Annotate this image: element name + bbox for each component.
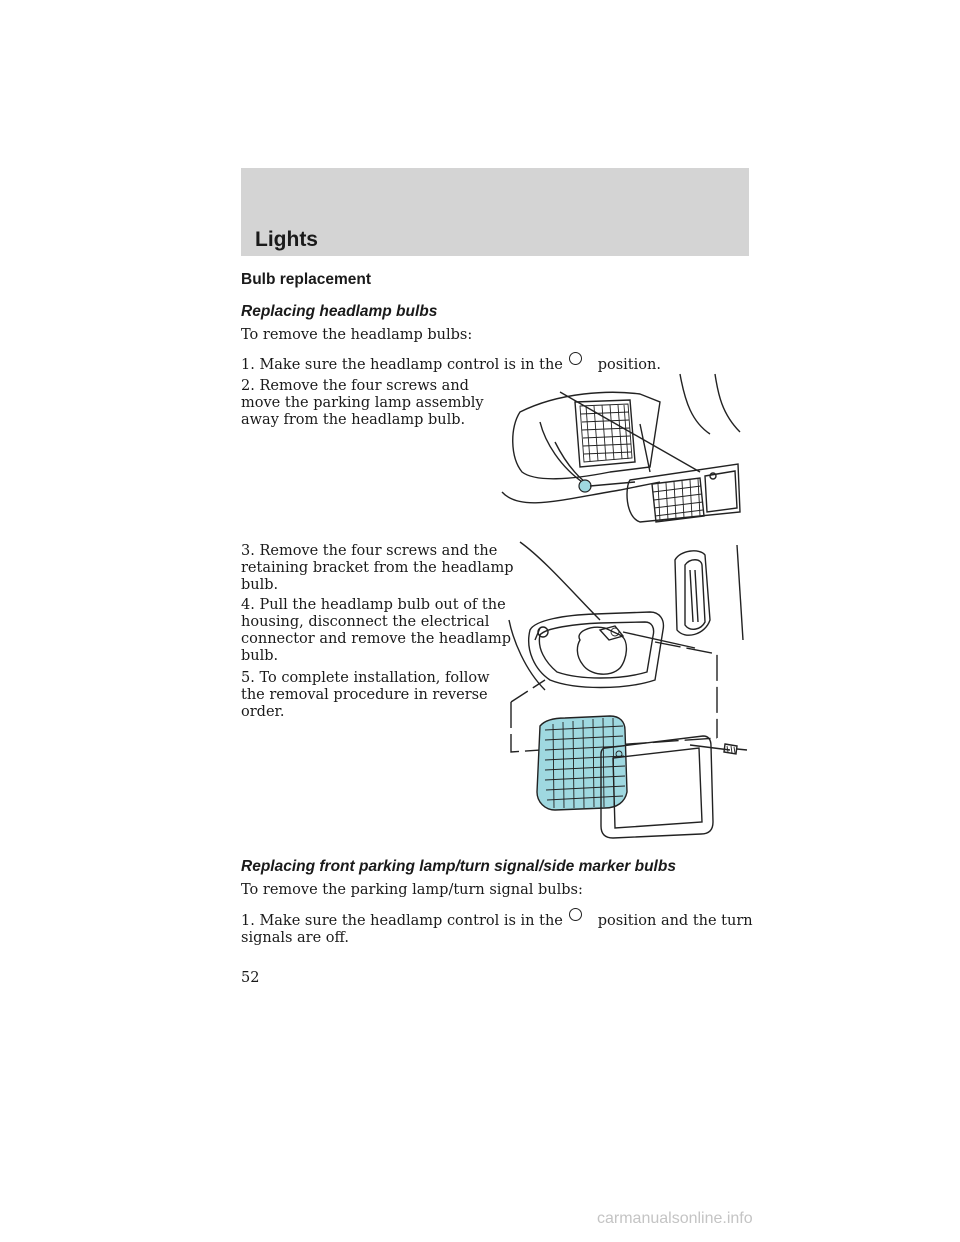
- step-3-line: retaining bracket from the headlamp: [241, 560, 514, 576]
- parking-step-1-text-after: position and the turn: [597, 913, 753, 929]
- parking-lamp-removal-illustration: [500, 372, 752, 530]
- step-4-line: housing, disconnect the electrical: [241, 614, 490, 630]
- page-number: 52: [241, 970, 260, 986]
- bulb-socket-highlight: [579, 480, 591, 492]
- step-1: [241, 352, 661, 374]
- headlamp-off-icon: [569, 352, 582, 365]
- section-title: Lights: [255, 228, 318, 251]
- step-3-line: 3. Remove the four screws and the: [241, 543, 498, 559]
- step-5-line: 5. To complete installation, follow: [241, 670, 490, 686]
- step-1-text-before: 1. Make sure the headlamp control is in the: [241, 357, 563, 373]
- step-5-line: order.: [241, 704, 285, 720]
- parking-step-1-text-before: 1. Make sure the headlamp control is in the: [241, 913, 563, 929]
- step-3: [241, 543, 514, 594]
- step-5-line: the removal procedure in reverse: [241, 687, 488, 703]
- intro-headlamp: To remove the headlamp bulbs:: [241, 327, 473, 343]
- headlamp-bulb-removal-illustration: [505, 540, 757, 840]
- subheading-headlamp: Replacing headlamp bulbs: [241, 303, 438, 320]
- step-2-line: move the parking lamp assembly: [241, 395, 484, 411]
- headlamp-lens-grid: [580, 404, 632, 462]
- heading-bulb-replacement: Bulb replacement: [241, 271, 372, 288]
- parking-lamp-lens-grid: [653, 479, 703, 521]
- parking-step-1: [241, 908, 753, 930]
- headlamp-off-icon: [569, 908, 582, 921]
- step-4: [241, 597, 511, 665]
- step-1-text-after: position.: [597, 357, 661, 373]
- subheading-parking-lamp: Replacing front parking lamp/turn signal/side marker bulbs: [241, 858, 676, 875]
- step-4-line: connector and remove the headlamp: [241, 631, 512, 647]
- step-2-line: 2. Remove the four screws and: [241, 378, 469, 394]
- parking-step-1-line-2: signals are off.: [241, 930, 349, 946]
- step-2: [241, 378, 484, 429]
- intro-parking-lamp: To remove the parking lamp/turn signal bulbs:: [241, 882, 583, 898]
- step-4-line: bulb.: [241, 648, 279, 664]
- step-3-line: bulb.: [241, 577, 279, 593]
- step-5: [241, 670, 490, 721]
- watermark-link[interactable]: carmanualsonline.info: [597, 1210, 753, 1227]
- step-4-line: 4. Pull the headlamp bulb out of the: [241, 597, 506, 613]
- step-2-line: away from the headlamp bulb.: [241, 412, 466, 428]
